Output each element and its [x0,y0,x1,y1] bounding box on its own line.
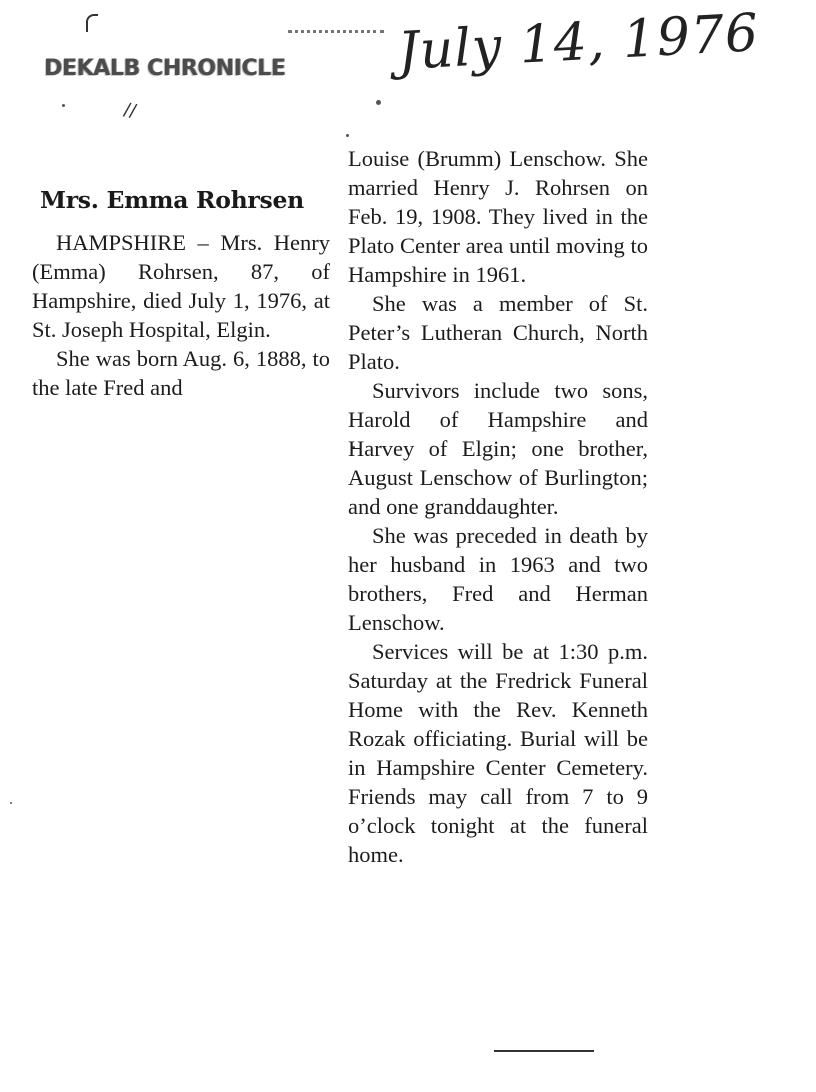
end-rule [494,1050,594,1052]
scan-speck [346,134,349,137]
article-paragraph: Services will be at 1:30 p.m. Saturday at the Fredrick Funeral Home with the Rev. Kenneth Rozak officiating. Burial will be in Hampshire Center Cemetery. Friends may call from 7 to 9 o’clock tonight at the funeral home. [348,639,648,867]
article-column-left [32,228,330,402]
article-headline: Mrs. Emma Rohrsen [40,186,304,214]
article-paragraph: Louise (Brumm) Lenschow. She married Henry J. Rohrsen on Feb. 19, 1908. They lived in the Plato Center area until moving to Hampshire in 1961. [348,146,648,287]
article-paragraph: She was born Aug. 6, 1888, to the late Fred and [32,346,330,400]
pen-mark [86,14,98,32]
article-paragraph: Survivors include two sons, Harold of Hampshire and Harvey of Elgin; one brother, August Lenschow of Burlington; and one granddaughter. [348,378,648,519]
scan-speck [376,100,381,105]
article-paragraph: She was a member of St. Peter’s Lutheran Church, North Plato. [348,291,648,374]
article-paragraph: She was preceded in death by her husband in 1963 and two brothers, Fred and Herman Lenschow. [348,523,648,635]
handwritten-date: July 14, 1976 [396,3,761,82]
scan-speck [62,104,65,107]
newspaper-name-stamp: DEKALB CHRONICLE [44,56,286,81]
pen-tick: // [121,98,139,123]
stamp-smudge [288,30,384,43]
masthead [30,52,350,88]
article-paragraph: HAMPSHIRE – Mrs. Henry (Emma) Rohrsen, 87, of Hampshire, died July 1, 1976, at St. Joseph Hospital, Elgin. [32,230,330,342]
scan-speck [10,802,12,804]
article-column-right [348,144,648,869]
